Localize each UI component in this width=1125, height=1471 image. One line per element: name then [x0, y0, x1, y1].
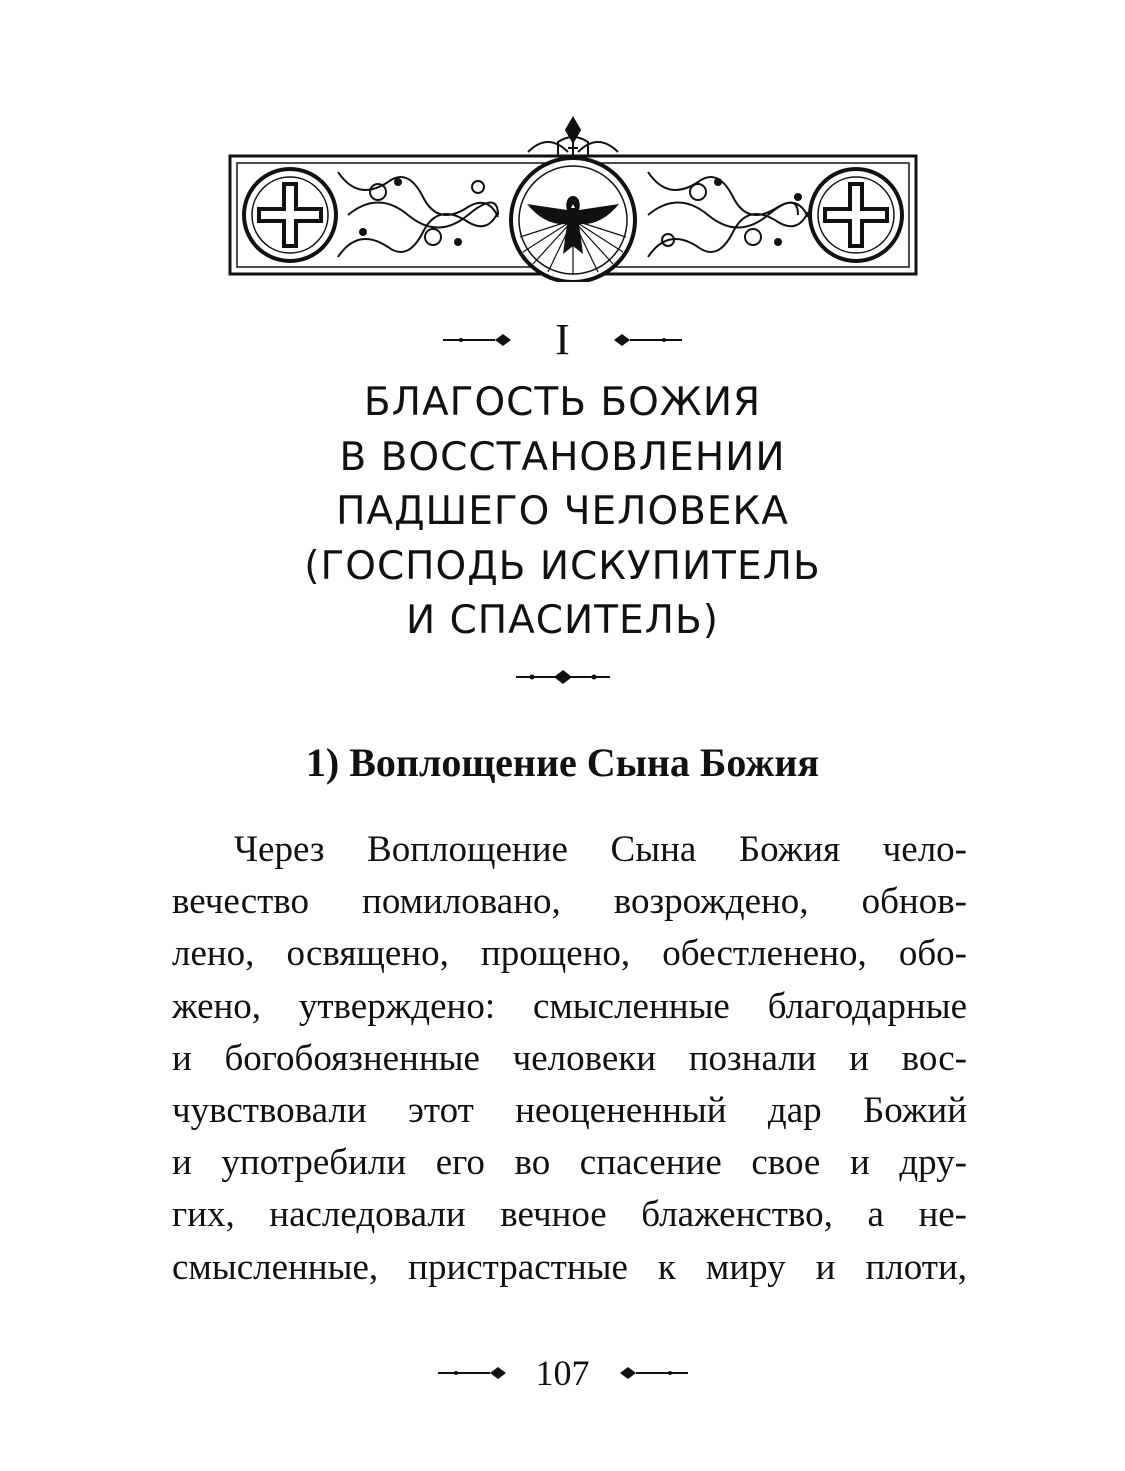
body-line: лено, освящено, прощено, обестленено, обо-: [172, 933, 967, 975]
body-line: и употребили его во спасение свое и дру-: [172, 1142, 967, 1184]
flourish-icon: [438, 1365, 510, 1381]
chapter-title-line: И СПАСИТЕЛЬ): [406, 598, 719, 643]
dove-icon: [511, 158, 635, 282]
flourish-icon: [610, 332, 682, 348]
body-line: смысленные, пристрастные к миру и плоти,: [172, 1246, 967, 1288]
body-paragraph: [172, 824, 967, 1294]
chapter-title-line: ПАДШЕГО ЧЕЛОВЕКА: [336, 489, 789, 534]
flourish-icon: [616, 1365, 688, 1381]
body-line: и богобоязненные человеки познали и вос-: [172, 1037, 967, 1079]
cross-icon: [244, 169, 336, 261]
crown-icon: [528, 118, 618, 156]
flourish-icon: [516, 668, 610, 686]
flourish-icon: [443, 332, 515, 348]
body-line: чувствовали этот неоцененный дар Божий: [172, 1090, 967, 1132]
chapter-title: [0, 376, 1125, 649]
headpiece-ornament-icon: [228, 112, 918, 282]
body-line: вечество помиловано, возрождено, обнов-: [172, 881, 967, 923]
page-footer: [0, 1352, 1125, 1394]
body-line: Через Воплощение Сына Божия чело-: [234, 829, 967, 870]
cross-icon: [810, 169, 902, 261]
chapter-title-line: БЛАГОСТЬ БОЖИЯ: [363, 380, 762, 425]
chapter-number-line: [0, 315, 1125, 364]
chapter-title-line: В ВОССТАНОВЛЕНИИ: [339, 434, 786, 480]
body-line: жено, утверждено: смысленные благодарные: [172, 985, 967, 1027]
chapter-number: I: [555, 315, 570, 364]
section-title: 1) Воплощение Сына Божия: [305, 740, 820, 785]
chapter-title-line: (ГОСПОДЬ ИСКУПИТЕЛЬ: [304, 543, 821, 589]
body-line: гих, наследовали вечное блаженство, а не-: [172, 1194, 967, 1236]
page-number: 107: [535, 1353, 590, 1393]
